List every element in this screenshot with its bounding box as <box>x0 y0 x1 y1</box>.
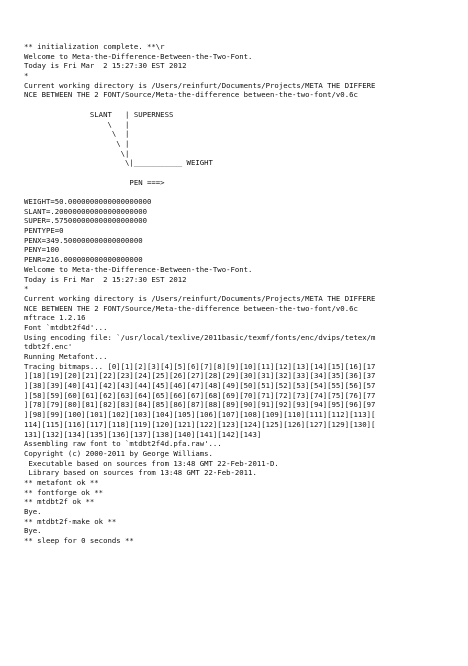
terminal-line: mftrace 1.2.16 <box>24 313 86 323</box>
terminal-line: * <box>24 71 29 81</box>
terminal-line: Running Metafont... <box>24 352 108 361</box>
terminal-line: \ | <box>24 138 130 148</box>
terminal-line: NCE BETWEEN THE 2 FONT/Source/Meta-the-difference between-the-two-font/v0.6c <box>24 303 358 313</box>
terminal-line: ** sleep for 0 seconds ** <box>24 536 134 546</box>
terminal-line: \ | <box>24 129 130 139</box>
terminal-line: Executable based on sources from 13:48 GMT 22-Feb-2011-D. <box>24 458 279 468</box>
terminal-output <box>24 42 454 546</box>
terminal-line: ** metafont ok ** <box>24 477 99 487</box>
terminal-line: SLANT=.200000000000000000000 <box>24 206 148 216</box>
terminal-line: Font `mtdbt2f4d'... <box>24 322 108 332</box>
terminal-line: PEN ===> <box>24 177 165 187</box>
terminal-line: ** mtdbt2f ok ** <box>24 497 95 507</box>
terminal-line: ** initialization complete. **\r <box>24 42 165 51</box>
terminal-line: Library based on sources from 13:48 GMT 22-Feb-2011. <box>24 468 257 478</box>
terminal-line: Using encoding file: `/usr/local/texlive/2011basic/texmf/fonts/enc/dvips/tetex/m <box>24 332 376 342</box>
terminal-line: ][18][19][20][21][22][23][24][25][26][27][28][29][30][31][32][33][34][35][36][37 <box>24 371 376 381</box>
terminal-line: Current working directory is /Users/reinfurt/Documents/Projects/META THE DIFFERE <box>24 80 376 90</box>
terminal-line: Assembling raw font to `mtdbt2f4d.pfa.raw'... <box>24 439 222 449</box>
terminal-line: SLANT | SUPERNESS <box>24 109 174 119</box>
terminal-line: PENR=216.000000000000000000 <box>24 255 143 265</box>
terminal-line: Welcome to Meta-the-Difference-Between-the-Two-Font. <box>24 264 253 274</box>
terminal-line: * <box>24 284 29 294</box>
terminal-line: PENX=349.500000000000000000 <box>24 235 143 245</box>
terminal-line: \|___________ WEIGHT <box>24 158 213 168</box>
terminal-line: 114][115][116][117][118][119][120][121][122][123][124][125][126][127][129][130][ <box>24 419 376 429</box>
terminal-line: SUPER=.575000000000000000000 <box>24 216 148 226</box>
terminal-line: Bye. <box>24 526 42 536</box>
terminal-line: ** mtdbt2f-make ok ** <box>24 516 117 526</box>
terminal-line: \ | <box>24 119 130 129</box>
terminal-line: WEIGHT=50.0000000000000000000 <box>24 197 152 206</box>
terminal-line: ][38][39][40][41][42][43][44][45][46][47][48][49][50][51][52][53][54][55][56][57 <box>24 381 376 391</box>
terminal-line: Welcome to Meta-the-Difference-Between-the-Two-Font. <box>24 51 253 61</box>
terminal-line: ** fontforge ok ** <box>24 487 104 497</box>
terminal-line: Today is Fri Mar 2 15:27:30 EST 2012 <box>24 274 187 284</box>
terminal-line: Bye. <box>24 507 42 516</box>
terminal-line: Current working directory is /Users/reinfurt/Documents/Projects/META THE DIFFERE <box>24 293 376 303</box>
terminal-line: Copyright (c) 2000-2011 by George Williams. <box>24 448 213 458</box>
terminal-line: 131][132][134][135][136][137][138][140][141][142][143] <box>24 429 262 439</box>
terminal-line: PENTYPE=0 <box>24 226 64 236</box>
terminal-line: ][98][99][100][101][102][103][104][105][106][107][108][109][110][111][112][113][ <box>24 410 376 420</box>
terminal-line <box>24 100 454 110</box>
terminal-line: Today is Fri Mar 2 15:27:30 EST 2012 <box>24 61 187 71</box>
terminal-line: tdbt2f.enc' <box>24 342 73 352</box>
terminal-line: ][58][59][60][61][62][63][64][65][66][67][68][69][70][71][72][73][74][75][76][77 <box>24 390 376 400</box>
terminal-line: ][78][79][80][81][82][83][84][85][86][87][88][89][90][91][92][93][94][95][96][97 <box>24 400 376 410</box>
terminal-line: \| <box>24 148 130 158</box>
terminal-line: NCE BETWEEN THE 2 FONT/Source/Meta-the-difference between-the-two-font/v0.6c <box>24 90 358 100</box>
terminal-line <box>24 168 454 178</box>
terminal-line: Tracing bitmaps... [0][1][2][3][4][5][6][7][8][9][10][11][12][13][14][15][16][17 <box>24 361 376 371</box>
terminal-line: PENY=100 <box>24 245 60 255</box>
terminal-line <box>24 187 454 197</box>
